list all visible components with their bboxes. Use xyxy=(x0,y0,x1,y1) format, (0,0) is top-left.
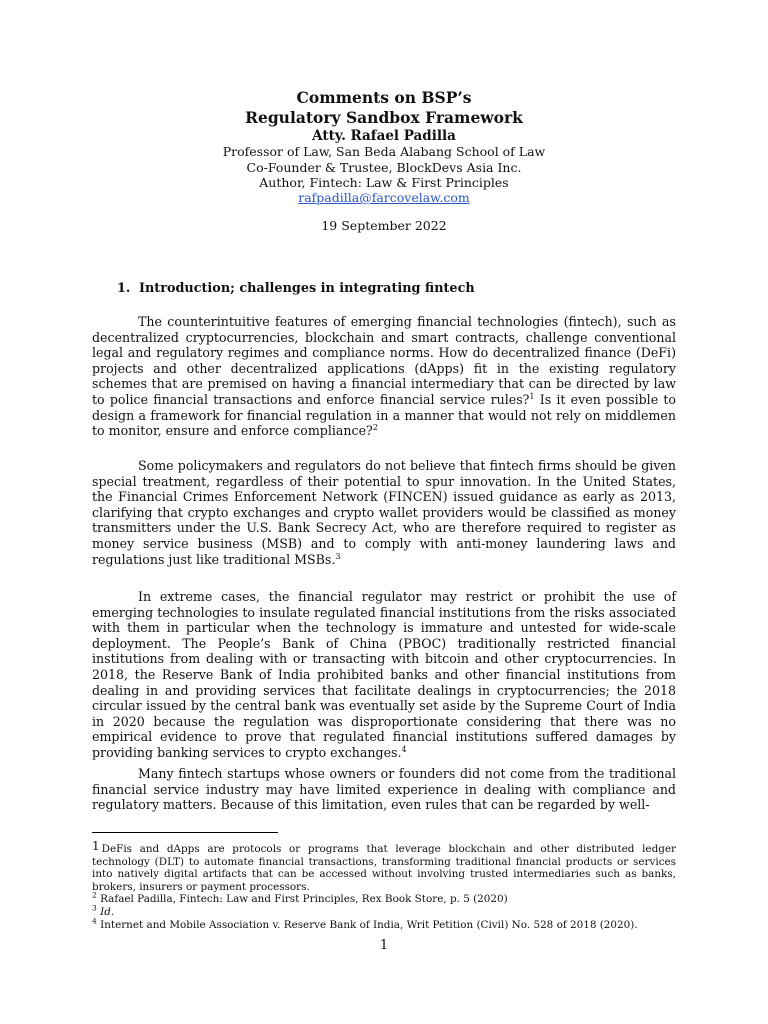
paragraph-1-text: The counterintuitive features of emerging financial technologies (fintech), such as decentralized cryptocurrencies, blockchain and smart contracts, challenge conventional legal and regulatory regimes and compliance norms. How do decentralized finance (DeFi) projects and other decentralized applications (dApps) fit in the existing regulatory schemes that are premised on having a financial intermediary that can be directed by law to police financial transactions and enforce financial service rules? xyxy=(92,314,676,407)
footnote-3-mark: 3 xyxy=(92,903,97,913)
affiliation-2: Co-Founder & Trustee, BlockDevs Asia Inc. xyxy=(246,159,522,175)
footnote-3-text: Id. xyxy=(100,906,115,918)
footnote-2 xyxy=(92,890,676,906)
footnote-1-text: DeFis and dApps are protocols or programs that leverage blockchain and other distributed ledger technology (DLT) to automate financial transactions, transforming traditional financial products or services into natively digital artifacts that can be accessed without involving trusted intermediaries such as banks, brokers, insurers or payment processors. xyxy=(92,843,676,893)
footnote-4-mark: 4 xyxy=(92,916,97,926)
section-title: Introduction; challenges in integrating fintech xyxy=(139,281,475,296)
paragraph-2-text: Some policymakers and regulators do not believe that fintech firms should be given special treatment, regardless of their potential to spur innovation. In the United States, the Financial Crimes Enforcement Network (FINCEN) issued guidance as early as 2013, clarifying that crypto exchanges and crypto wallet providers would be classified as money transmitters under the U.S. Bank Secrecy Act, who are therefore required to register as money service business (MSB) and to comply with anti-money laundering laws and regulations just like traditional MSBs. xyxy=(92,458,676,567)
title-line-2: Regulatory Sandbox Framework xyxy=(245,108,523,127)
footnote-divider xyxy=(92,832,278,833)
footnote-2-text: Rafael Padilla, Fintech: Law and First Principles, Rex Book Store, p. 5 (2020) xyxy=(100,893,508,905)
footnote-ref-1[interactable]: 1 xyxy=(529,391,535,401)
author-name: Atty. Rafael Padilla xyxy=(312,128,456,144)
section-number: 1. xyxy=(117,281,131,296)
author-email-link[interactable]: rafpadilla@farcovelaw.com xyxy=(298,190,470,205)
paragraph-1 xyxy=(92,314,676,439)
paragraph-3 xyxy=(92,589,676,761)
footnote-ref-2[interactable]: 2 xyxy=(372,422,378,432)
paragraph-1-continued: Is it even possible to design a framework for financial regulation in a manner that would not rely on middlemen to monitor, ensure and enforce compliance? xyxy=(92,391,676,439)
paragraph-3-text: In extreme cases, the financial regulator may restrict or prohibit the use of emerging technologies to insulate regulated financial institutions from the risks associated with them in particular when the technology is immature and untested for wide-scale deployment. The People’s Bank of China (PBOC) traditionally restricted financial institutions from dealing with or transacting with bitcoin and other cryptocurrencies. In 2018, the Reserve Bank of India prohibited banks and other financial institutions from dealing in and providing services that facilitate dealings in cryptocurrencies; the 2018 circular issued by the central bank was eventually set aside by the Supreme Court of India in 2020 because the regulation was disproportionate considering that there was no empirical evidence to prove that regulated financial institutions suffered damages by providing banking services to crypto exchanges. xyxy=(92,589,676,760)
footnote-4 xyxy=(92,916,676,932)
footnote-3 xyxy=(92,903,676,919)
affiliation-1: Professor of Law, San Beda Alabang School of Law xyxy=(222,144,546,159)
footnote-ref-3[interactable]: 3 xyxy=(335,551,341,561)
title-line-1: Comments on BSP’s xyxy=(296,88,472,107)
affiliation-3: Author, Fintech: Law & First Principles xyxy=(259,175,509,190)
footnote-1 xyxy=(92,840,676,893)
paragraph-4 xyxy=(92,766,676,813)
paragraph-4-text: Many fintech startups whose owners or founders did not come from the traditional financial service industry may have limited experience in dealing with compliance and regulatory matters. Because of this limitation, even rules that can be regarded by well- xyxy=(92,766,676,813)
paragraph-2 xyxy=(92,458,676,567)
footnote-1-mark: 1 xyxy=(92,839,100,853)
footnote-2-mark: 2 xyxy=(92,890,97,900)
section-heading xyxy=(117,281,475,296)
footnote-4-text: Internet and Mobile Association v. Reserve Bank of India, Writ Petition (Civil) No. 528 of 2018 (2020). xyxy=(100,919,638,931)
document-date: 19 September 2022 xyxy=(321,218,447,233)
page-number: 1 xyxy=(379,938,389,953)
footnote-ref-4[interactable]: 4 xyxy=(401,744,407,754)
